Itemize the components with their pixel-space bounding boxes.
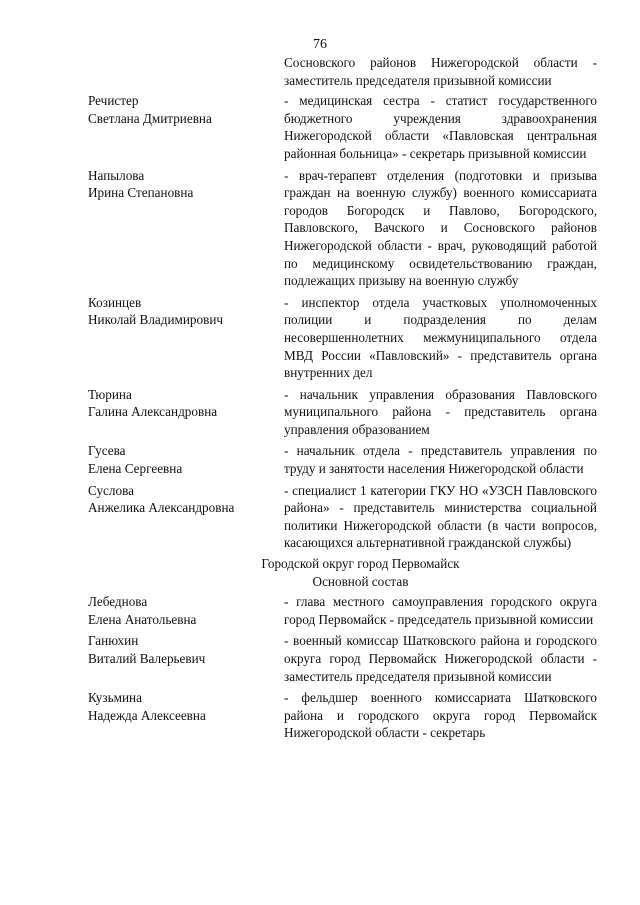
- member-role: - начальник отдела - представитель управления по труду и занятости населения Нижегородской области: [284, 443, 597, 477]
- section-heading: Городской округ город Первомайск: [261, 556, 460, 572]
- member-entry: [88, 294, 600, 382]
- member-given-names: Анжелика Александровна: [88, 500, 235, 516]
- member-surname: Речистер: [88, 93, 139, 109]
- member-given-names: Николай Владимирович: [88, 312, 224, 328]
- member-role: - начальник управления образования Павловского муниципального района - представитель органа управления образованием: [284, 386, 597, 437]
- member-surname: Суслова: [88, 482, 134, 498]
- member-surname: Ганюхин: [88, 633, 139, 649]
- member-entry: [88, 632, 600, 685]
- member-entry: [88, 442, 600, 477]
- member-role: - специалист 1 категории ГКУ НО «УЗСН Павловского района» - представитель министерства социальной политики Нижегородской области (в части вопросов, касающихся альтернативной гражданской службы): [284, 482, 597, 551]
- document-body: [88, 54, 600, 742]
- member-entry: [88, 689, 600, 742]
- member-entry: [88, 92, 600, 162]
- member-name: [88, 92, 284, 162]
- member-role: - медицинская сестра - статист государственного бюджетного учреждения здравоохранения Нижегородской области «Павловская центральная районная больница» - секретарь призывной комиссии: [284, 93, 597, 161]
- member-name: [88, 593, 284, 628]
- member-surname: Тюрина: [88, 386, 132, 402]
- member-role: - глава местного самоуправления городского округа город Первомайск - председатель призывной комиссии: [284, 594, 597, 627]
- page-number: 76: [313, 37, 327, 52]
- member-surname: Козинцев: [88, 294, 142, 310]
- member-entry: [88, 167, 600, 290]
- member-given-names: Виталий Валерьевич: [88, 651, 206, 666]
- member-name: [88, 386, 284, 439]
- member-role: - фельдшер военного комиссариата Шатковского района и городского округа город Первомайск Нижегородской области - секретарь: [284, 690, 597, 741]
- section-subheading: Основной состав: [312, 573, 409, 589]
- member-name: [88, 632, 284, 685]
- member-given-names: Ирина Степановна: [88, 185, 194, 201]
- member-surname: Лебеднова: [88, 594, 148, 610]
- member-surname: Напылова: [88, 167, 145, 183]
- member-name: [88, 294, 284, 382]
- member-entry: [88, 593, 600, 628]
- member-given-names: Надежда Алексеевна: [88, 707, 206, 723]
- member-given-names: Светлана Дмитриевна: [88, 110, 212, 126]
- member-name: [88, 482, 284, 552]
- member-given-names: Галина Александровна: [88, 404, 218, 420]
- member-name: [88, 167, 284, 290]
- member-surname: Кузьмина: [88, 690, 142, 706]
- member-entry: [88, 386, 600, 439]
- member-given-names: Елена Сергеевна: [88, 461, 183, 477]
- member-surname: Гусева: [88, 443, 126, 459]
- member-entry: [88, 482, 600, 552]
- member-role: - инспектор отдела участковых уполномоченных полиции и подразделения по делам несовершеннолетних межмуниципального отдела МВД России «Павловский» - представитель органа внутренних дел: [284, 294, 597, 381]
- member-name: [88, 689, 284, 742]
- member-role: - военный комиссар Шатковского района и городского округа город Первомайск Нижегородской области - заместитель председателя призывной комиссии: [284, 633, 597, 684]
- member-role: - врач-терапевт отделения (подготовки и призыва граждан на военную службу) военного комиссариата городов Богородск и Павлово, Богородского, Павловского, Вачского и Сосновского районов Нижегородской области - врач, руководящий работой по медицинскому освидетельствованию граждан, подлежащих призыву на военную службу: [284, 167, 597, 289]
- member-given-names: Елена Анатольевна: [88, 611, 197, 627]
- member-name: [88, 442, 284, 477]
- continued-role-text: Сосновского районов Нижегородской области - заместитель председателя призывной комиссии: [284, 55, 597, 88]
